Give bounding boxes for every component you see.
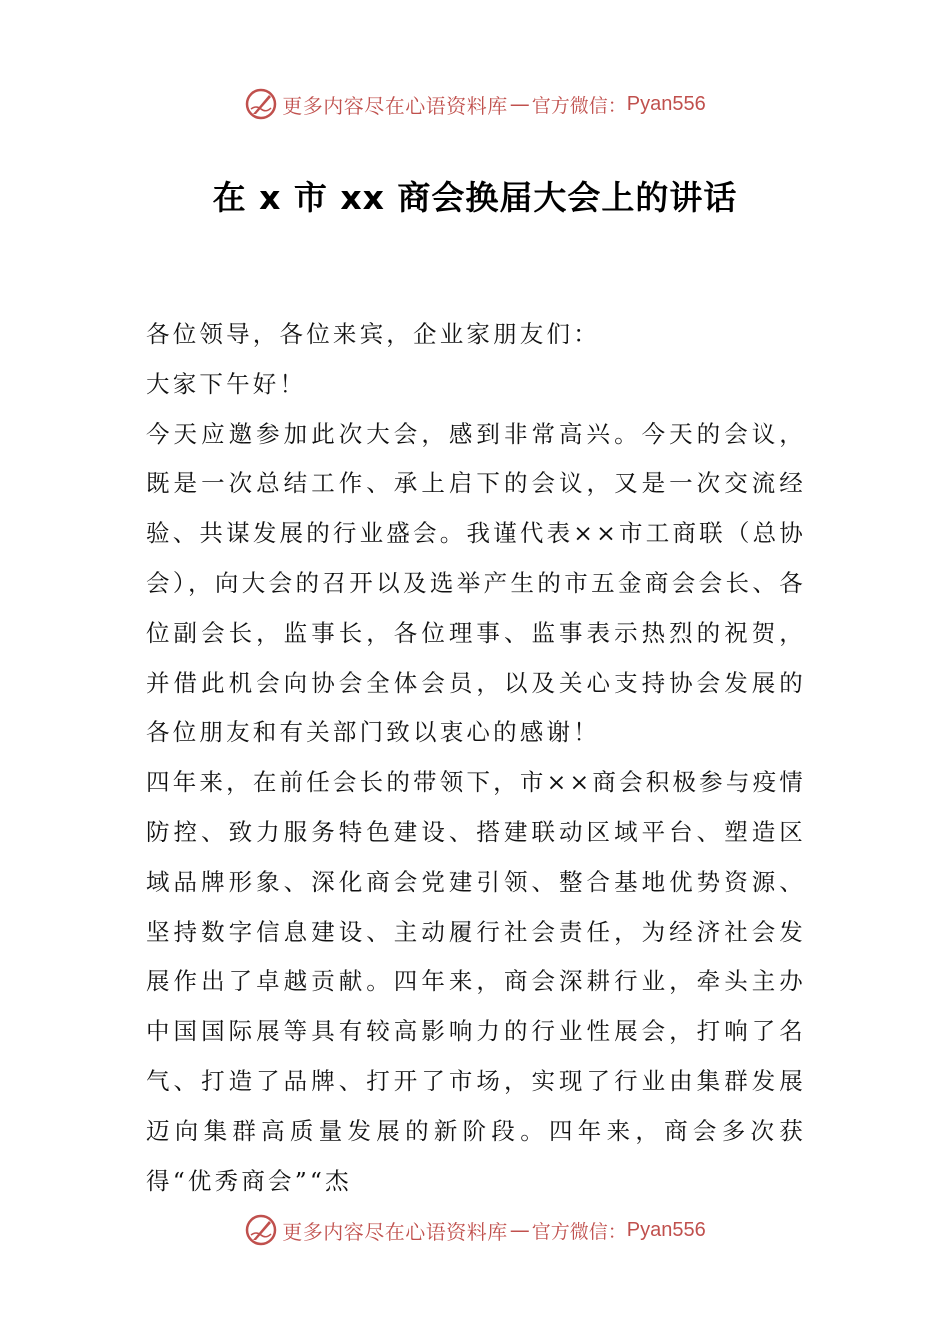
paragraph-intro: 今天应邀参加此次大会，感到非常高兴。今天的会议，既是一次总结工作、承上启下的会议，又是一次交流经验、共谋发展的行业盛会。我谨代表××市工商联（总协会），向大会的召开以及选举产生的市五金商会会长、各位副会长，监事长，各位理事、监事表示热烈的祝贺，并借此机会向协会全体会员，以及关心支持协会发展的各位朋友和有关部门致以衷心的感谢！ [146,419,806,747]
document-body [146,310,806,1206]
quill-logo-icon [244,87,278,121]
banner-main-text: 更多内容尽在心语资料库 [282,1219,508,1244]
banner-label: 官方微信： [531,94,627,117]
quill-logo-icon [244,1213,278,1247]
banner-wechat-id: Pyan556 [626,1218,706,1241]
banner-label: 官方微信： [531,1220,627,1243]
banner-separator: — [509,92,530,116]
banner-wechat-id: Pyan556 [626,92,706,115]
header-banner [0,84,950,124]
footer-banner [0,1210,950,1250]
banner-main-text: 更多内容尽在心语资料库 [282,93,508,118]
paragraph-greeting: 大家下午好！ [146,369,307,398]
banner-separator: — [509,1218,530,1242]
paragraph-achievements: 四年来，在前任会长的带领下，市××商会积极参与疫情防控、致力服务特色建设、搭建联动区域平台、塑造区域品牌形象、深化商会党建引领、整合基地优势资源、坚持数字信息建设、主动履行社会责任，为经济社会发展作出了卓越贡献。四年来，商会深耕行业，牵头主办中国国际展等具有较高影响力的行业性展会，打响了名气、打造了品牌、打开了市场，实现了行业由集群发展迈向集群高质量发展的新阶段。四年来，商会多次获得“优秀商会”“杰 [146,768,806,1195]
paragraph-salutation: 各位领导，各位来宾，企业家朋友们： [146,320,600,348]
document-title: 在 x 市 xx 商会换届大会上的讲话 [212,178,738,217]
